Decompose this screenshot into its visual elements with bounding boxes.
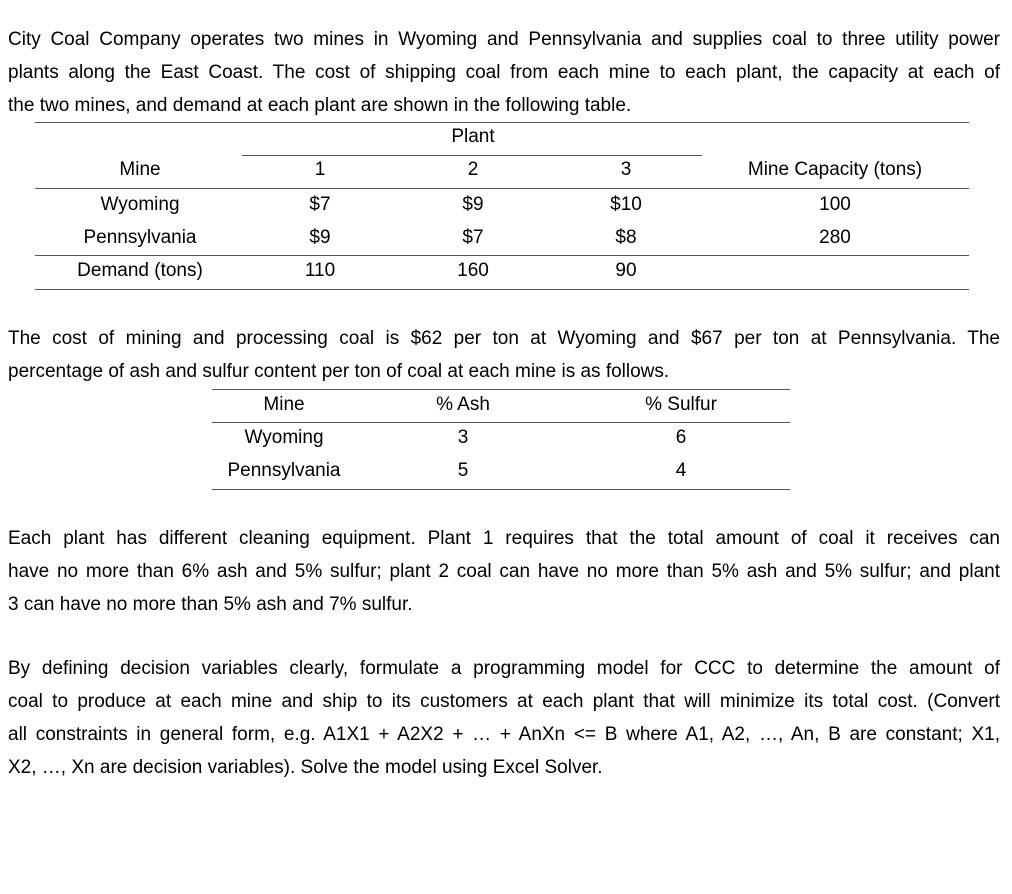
- column-header: 3: [620, 159, 632, 180]
- table-rule: [212, 389, 790, 390]
- table-cell: Wyoming: [244, 427, 324, 448]
- table-cell: 110: [304, 260, 336, 281]
- table-cell: $7: [309, 194, 331, 215]
- text-line: X2, …, Xn are decision variables). Solve the model using Excel Solver.: [8, 757, 603, 778]
- table-cell: $9: [462, 194, 484, 215]
- text-line: have no more than 6% ash and 5% sulfur; plant 2 coal can have no more than 5% ash and 5% sulfur; and plant: [8, 561, 1000, 582]
- text-line: coal to produce at each mine and ship to its customers at each plant that will minimize its total cost. (Convert: [8, 691, 1000, 712]
- table-rule: [35, 188, 969, 189]
- table-cell: $10: [610, 194, 642, 215]
- column-header: Mine: [119, 159, 161, 180]
- table-cell: 90: [615, 260, 637, 281]
- text-line: percentage of ash and sulfur content per ton of coal at each mine is as follows.: [8, 361, 670, 382]
- text-line: Each plant has different cleaning equipment. Plant 1 requires that the total amount of coal it receives can: [8, 528, 1000, 549]
- column-header: % Ash: [436, 394, 490, 415]
- table-cell: Wyoming: [100, 194, 180, 215]
- intro-paragraph: [8, 23, 1000, 122]
- cleaning-equipment-paragraph: [8, 522, 1000, 621]
- table-cell: 100: [819, 194, 851, 215]
- text-line: the two mines, and demand at each plant are shown in the following table.: [8, 95, 632, 116]
- table-cell: 4: [675, 460, 687, 481]
- text-line: all constraints in general form, e.g. A1X1 + A2X2 + … + AnXn <= B where A1, A2, …, An, B are constant; X1,: [8, 724, 1000, 745]
- text-line: The cost of mining and processing coal is $62 per ton at Wyoming and $67 per ton at Pennsylvania. The: [8, 328, 1000, 349]
- column-header: 1: [314, 159, 326, 180]
- table-rule: [212, 422, 790, 423]
- column-header: % Sulfur: [645, 394, 717, 415]
- column-header: Mine Capacity (tons): [747, 159, 923, 180]
- table-cell: Demand (tons): [77, 260, 203, 281]
- text-line: By defining decision variables clearly, formulate a programming model for CCC to determine the amount of: [8, 658, 1000, 679]
- table-cell: 3: [457, 427, 469, 448]
- text-line: City Coal Company operates two mines in Wyoming and Pennsylvania and supplies coal to three utility power: [8, 29, 1000, 50]
- text-line: plants along the East Coast. The cost of shipping coal from each mine to each plant, the capacity at each of: [8, 62, 1000, 83]
- table-rule: [35, 289, 969, 290]
- table-cell: Pennsylvania: [83, 227, 197, 248]
- plant-group-header: Plant: [451, 126, 495, 147]
- table-cell: 160: [457, 260, 489, 281]
- table-cell: $7: [462, 227, 484, 248]
- table-rule: [35, 122, 969, 123]
- table-rule: [212, 489, 790, 490]
- table-cell: $9: [309, 227, 331, 248]
- column-header: Mine: [263, 394, 305, 415]
- table-cell: $8: [615, 227, 637, 248]
- table-rule: [35, 255, 969, 256]
- text-line: 3 can have no more than 5% ash and 7% sulfur.: [8, 594, 413, 615]
- table-rule: [242, 155, 702, 156]
- column-header: 2: [467, 159, 479, 180]
- table-cell: 280: [819, 227, 851, 248]
- table-cell: 6: [675, 427, 687, 448]
- task-paragraph: [8, 652, 1000, 784]
- table-cell: Pennsylvania: [227, 460, 341, 481]
- mining-cost-paragraph: [8, 322, 1000, 388]
- table-cell: 5: [457, 460, 469, 481]
